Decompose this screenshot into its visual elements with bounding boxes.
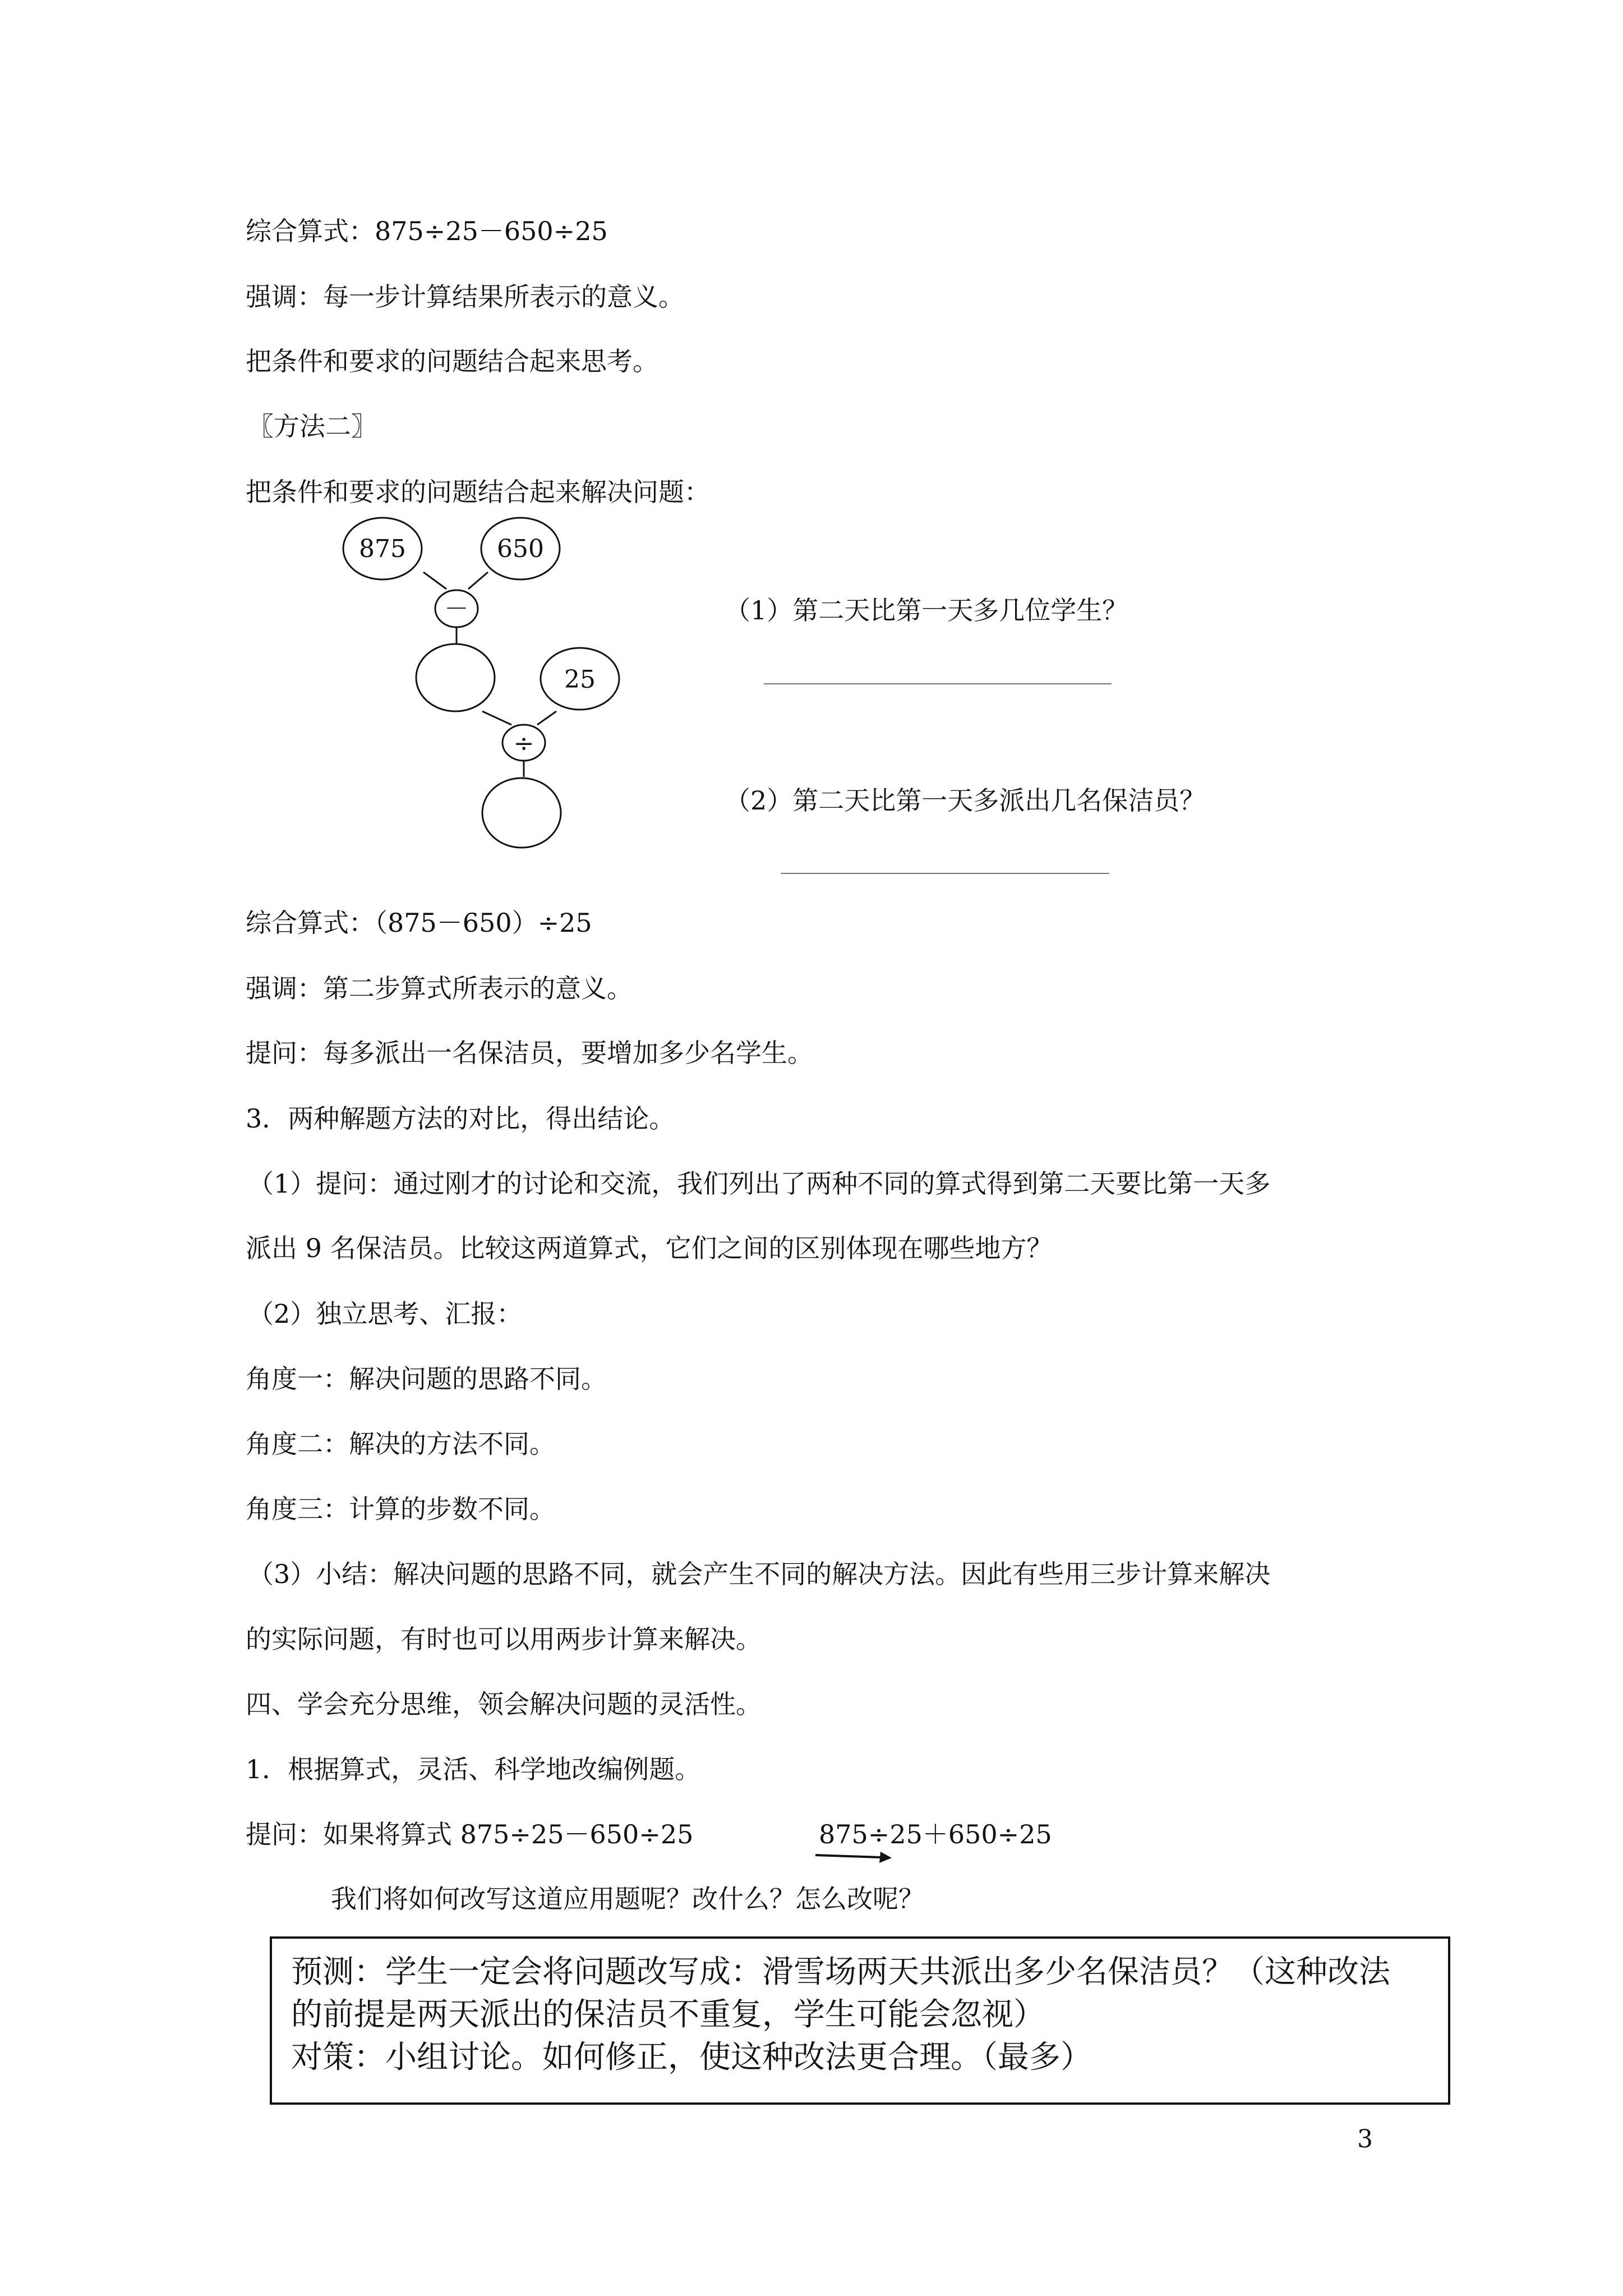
prediction-note-box [270, 1936, 1450, 2105]
modified-formula: 875÷25＋650÷25 [819, 1819, 1052, 1849]
text-line: 综合算式：875÷25－650÷25 [246, 216, 608, 246]
text-line: 综合算式：（875－650）÷25 [246, 908, 592, 938]
node-25-label: 25 [564, 665, 596, 694]
text-line: 把条件和要求的问题结合起来解决问题： [246, 477, 710, 507]
empty-node-circle [482, 778, 561, 848]
note-line: 预测：学生一定会将问题改写成：滑雪场两天共派出多少名保洁员？（这种改法 [291, 1954, 1390, 1990]
text-line: 3．两种解题方法的对比，得出结论。 [246, 1103, 675, 1134]
node-875-label: 875 [359, 535, 406, 563]
empty-node-circle [416, 644, 495, 711]
text-line: 提问：每多派出一名保洁员，要增加多少名学生。 [246, 1038, 813, 1068]
text-line: 的实际问题，有时也可以用两步计算来解决。 [246, 1624, 762, 1654]
answer-blank [781, 873, 1109, 874]
text-line: （2）独立思考、汇报： [248, 1299, 523, 1329]
page-number: 3 [1357, 2125, 1373, 2154]
text-line: （1）提问：通过刚才的讨论和交流，我们列出了两种不同的算式得到第二天要比第一天多 [248, 1168, 1271, 1199]
text-line: 派出 9 名保洁员。比较这两道算式，它们之间的区别体现在哪些地方？ [246, 1233, 1053, 1263]
text-line: 角度一：解决问题的思路不同。 [246, 1364, 607, 1394]
question-1: （1）第二天比第一天多几位学生？ [725, 595, 1128, 625]
arrow-icon [814, 1844, 893, 1866]
text-line: 强调：第二步算式所表示的意义。 [246, 973, 633, 1004]
connector-line [537, 711, 556, 725]
minus-operator: － [444, 595, 469, 623]
text-line: 提问：如果将算式 875÷25－650÷25 [246, 1819, 694, 1849]
text-line: 四、学会充分思维，领会解决问题的灵活性。 [246, 1689, 762, 1719]
answer-blank [764, 683, 1112, 684]
question-2: （2）第二天比第一天多派出几名保洁员？ [725, 785, 1206, 816]
section-heading: 〖方法二〗 [248, 411, 377, 441]
text-line: 角度二：解决的方法不同。 [246, 1429, 555, 1459]
text-line: 1．根据算式，灵活、科学地改编例题。 [246, 1754, 701, 1784]
text-line: 我们将如何改写这道应用题呢？改什么？怎么改呢？ [331, 1884, 924, 1914]
tree-diagram [0, 0, 1623, 875]
connector-line [423, 572, 446, 589]
text-line: （3）小结：解决问题的思路不同，就会产生不同的解决方法。因此有些用三步计算来解决 [248, 1559, 1271, 1589]
text-line: 角度三：计算的步数不同。 [246, 1494, 555, 1524]
node-650-label: 650 [497, 535, 544, 563]
text-line: 把条件和要求的问题结合起来思考。 [246, 346, 658, 376]
connector-line [468, 572, 488, 589]
text-line: 强调：每一步计算结果所表示的意义。 [246, 282, 684, 312]
connector-line [482, 711, 511, 725]
note-line: 的前提是两天派出的保洁员不重复，学生可能会忽视） [291, 1996, 1045, 2033]
divide-operator: ÷ [513, 729, 534, 758]
note-line: 对策：小组讨论。如何修正，使这种改法更合理。（最多） [291, 2039, 1092, 2076]
